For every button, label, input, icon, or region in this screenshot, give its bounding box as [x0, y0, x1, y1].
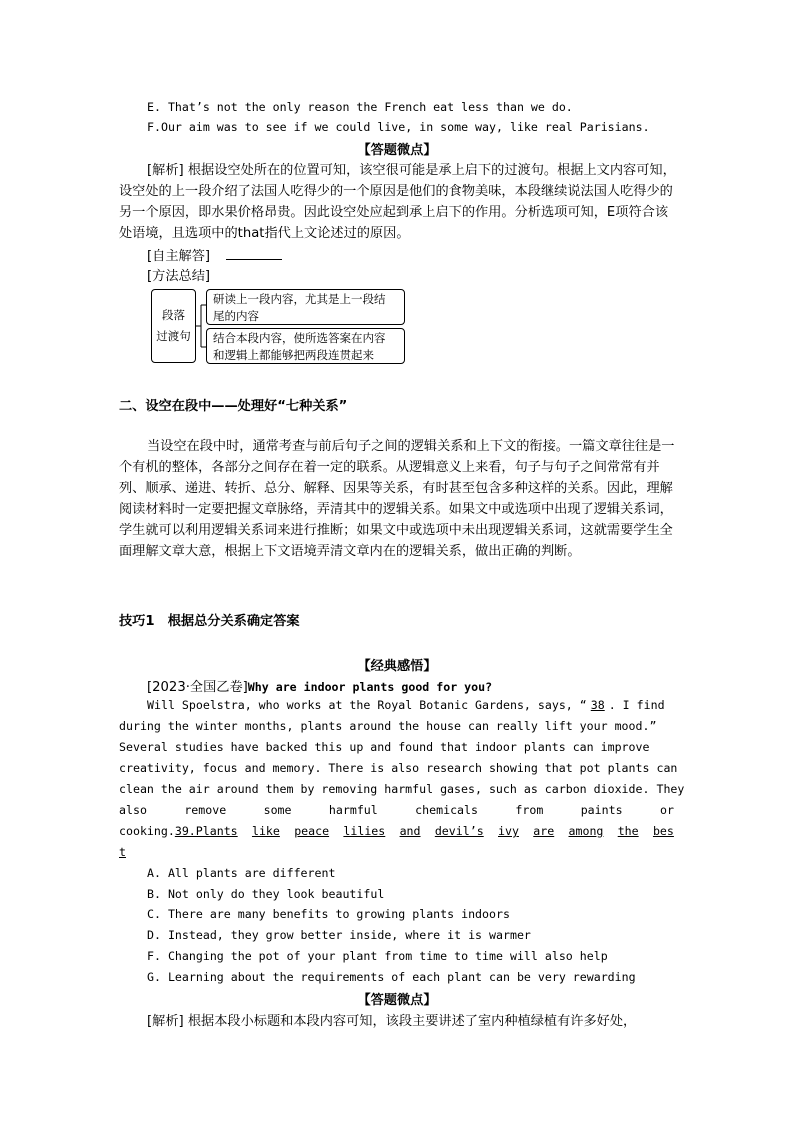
self-answer-label: [自主解答]: [147, 249, 211, 264]
blank-38[interactable]: 38: [590, 698, 605, 712]
diagram-left-line-1: 段落: [162, 308, 185, 322]
option-b: B. Not only do they look beautiful: [147, 887, 385, 901]
passage-title: Why are indoor plants good for you?: [247, 680, 493, 694]
diagram-bottom-line-2: 和逻辑上都能够把两段连贯起来: [213, 348, 374, 362]
tip1-heading: 技巧1 根据总分关系确定答案: [119, 614, 300, 629]
diagram-bottom-line-1: 结合本段内容，使所选答案在内容: [213, 331, 386, 345]
passage-line-7: cooking. 39.Plants like peace lilies and devil’s ivy are among the bes: [119, 824, 674, 838]
passage-line-5: clean the air around them by removing harmful gases, such as carbon dioxide. They: [119, 782, 685, 796]
diagram-left-box: [151, 289, 196, 363]
passage-line-3: Several studies have backed this up and found that indoor plants can improve: [119, 740, 650, 754]
passage-line-8: t: [119, 845, 126, 859]
answer-points-heading-2: 【答题微点】: [357, 993, 437, 1008]
passage-line-6: also remove some harmful chemicals from paints or: [119, 803, 674, 817]
answer-points-heading: 【答题微点】: [357, 143, 437, 158]
analysis-paragraph: [解析] 根据设空处所在的位置可知，该空很可能是承上启下的过渡句。根据上文内容可知，设空处的上一段介绍了法国人吃得少的一个原因是他们的食物美味，本段继续说法国人吃得少的另一个原因，即水果价格昂贵。因此设空处应起到承上启下的作用。分析选项可知，E项符合该处语境，且选项中的that指代上文论述过的原因。: [119, 163, 676, 241]
part2-heading: 二、设空在段中——处理好“七种关系”: [119, 399, 348, 414]
diagram-top-line-1: 研读上一段内容，尤其是上一段结: [213, 292, 386, 306]
analysis-start: [解析] 根据本段小标题和本段内容可知，该段主要讲述了室内种植绿植有许多好处，: [147, 1014, 637, 1029]
passage-line-1: Will Spoelstra, who works at the Royal Botanic Gardens, says, “ 38 . I find: [147, 698, 665, 712]
part2-paragraph: 当设空在段中时，通常考查与前后句子之间的逻辑关系和上下文的衔接。一篇文章往往是一个有机的整体，各部分之间存在着一定的联系。从逻辑意义上来看，句子与句子之间常常有并列、顺承、递进、转折、总分、解释、因果等关系，有时甚至包含多种这样的关系。因此，理解阅读材料时一定要把握文章脉络，弄清其中的逻辑关系。如果文中或选项中出现了逻辑关系词，学生就可以利用逻辑关系词来进行推断；如果文中或选项中未出现逻辑关系词，这就需要学生全面理解文章大意，根据上下文语境弄清文章内在的逻辑关系，做出正确的判断。: [119, 439, 675, 559]
diagram-top-line-2: 尾的内容: [213, 309, 259, 323]
source-row: [147, 676, 492, 695]
q39-sentence[interactable]: 39.Plants like peace lilies and devil’s ivy are among the bes: [174, 824, 674, 838]
diagram-bottom-box: [206, 328, 405, 364]
option-f: F.Our aim was to see if we could live, in some way, like real Parisians.: [147, 120, 650, 134]
diagram-left-line-2: 过渡句: [156, 329, 191, 343]
passage-line-2: during the winter months, plants around the house can really lift your mood.”: [119, 719, 657, 733]
option-c: C. There are many benefits to growing plants indoors: [147, 907, 510, 921]
option-f2: F. Changing the pot of your plant from time to time will also help: [147, 949, 608, 963]
passage-line-4: creativity, focus and memory. There is also research showing that pot plants can: [119, 761, 678, 775]
exam-source: [2023·全国乙卷]: [147, 680, 248, 695]
self-answer-blank[interactable]: [226, 247, 282, 260]
option-a: A. All plants are different: [147, 866, 336, 880]
classic-heading: 【经典感悟】: [357, 659, 437, 674]
diagram-top-box: [206, 289, 405, 325]
self-answer-row: [147, 245, 282, 264]
option-d: D. Instead, they grow better inside, where it is warmer: [147, 928, 531, 942]
option-g: G. Learning about the requirements of each plant can be very rewarding: [147, 970, 636, 984]
option-e: E. That’s not the only reason the French eat less than we do.: [147, 100, 573, 114]
method-summary-label: [方法总结]: [147, 269, 211, 284]
